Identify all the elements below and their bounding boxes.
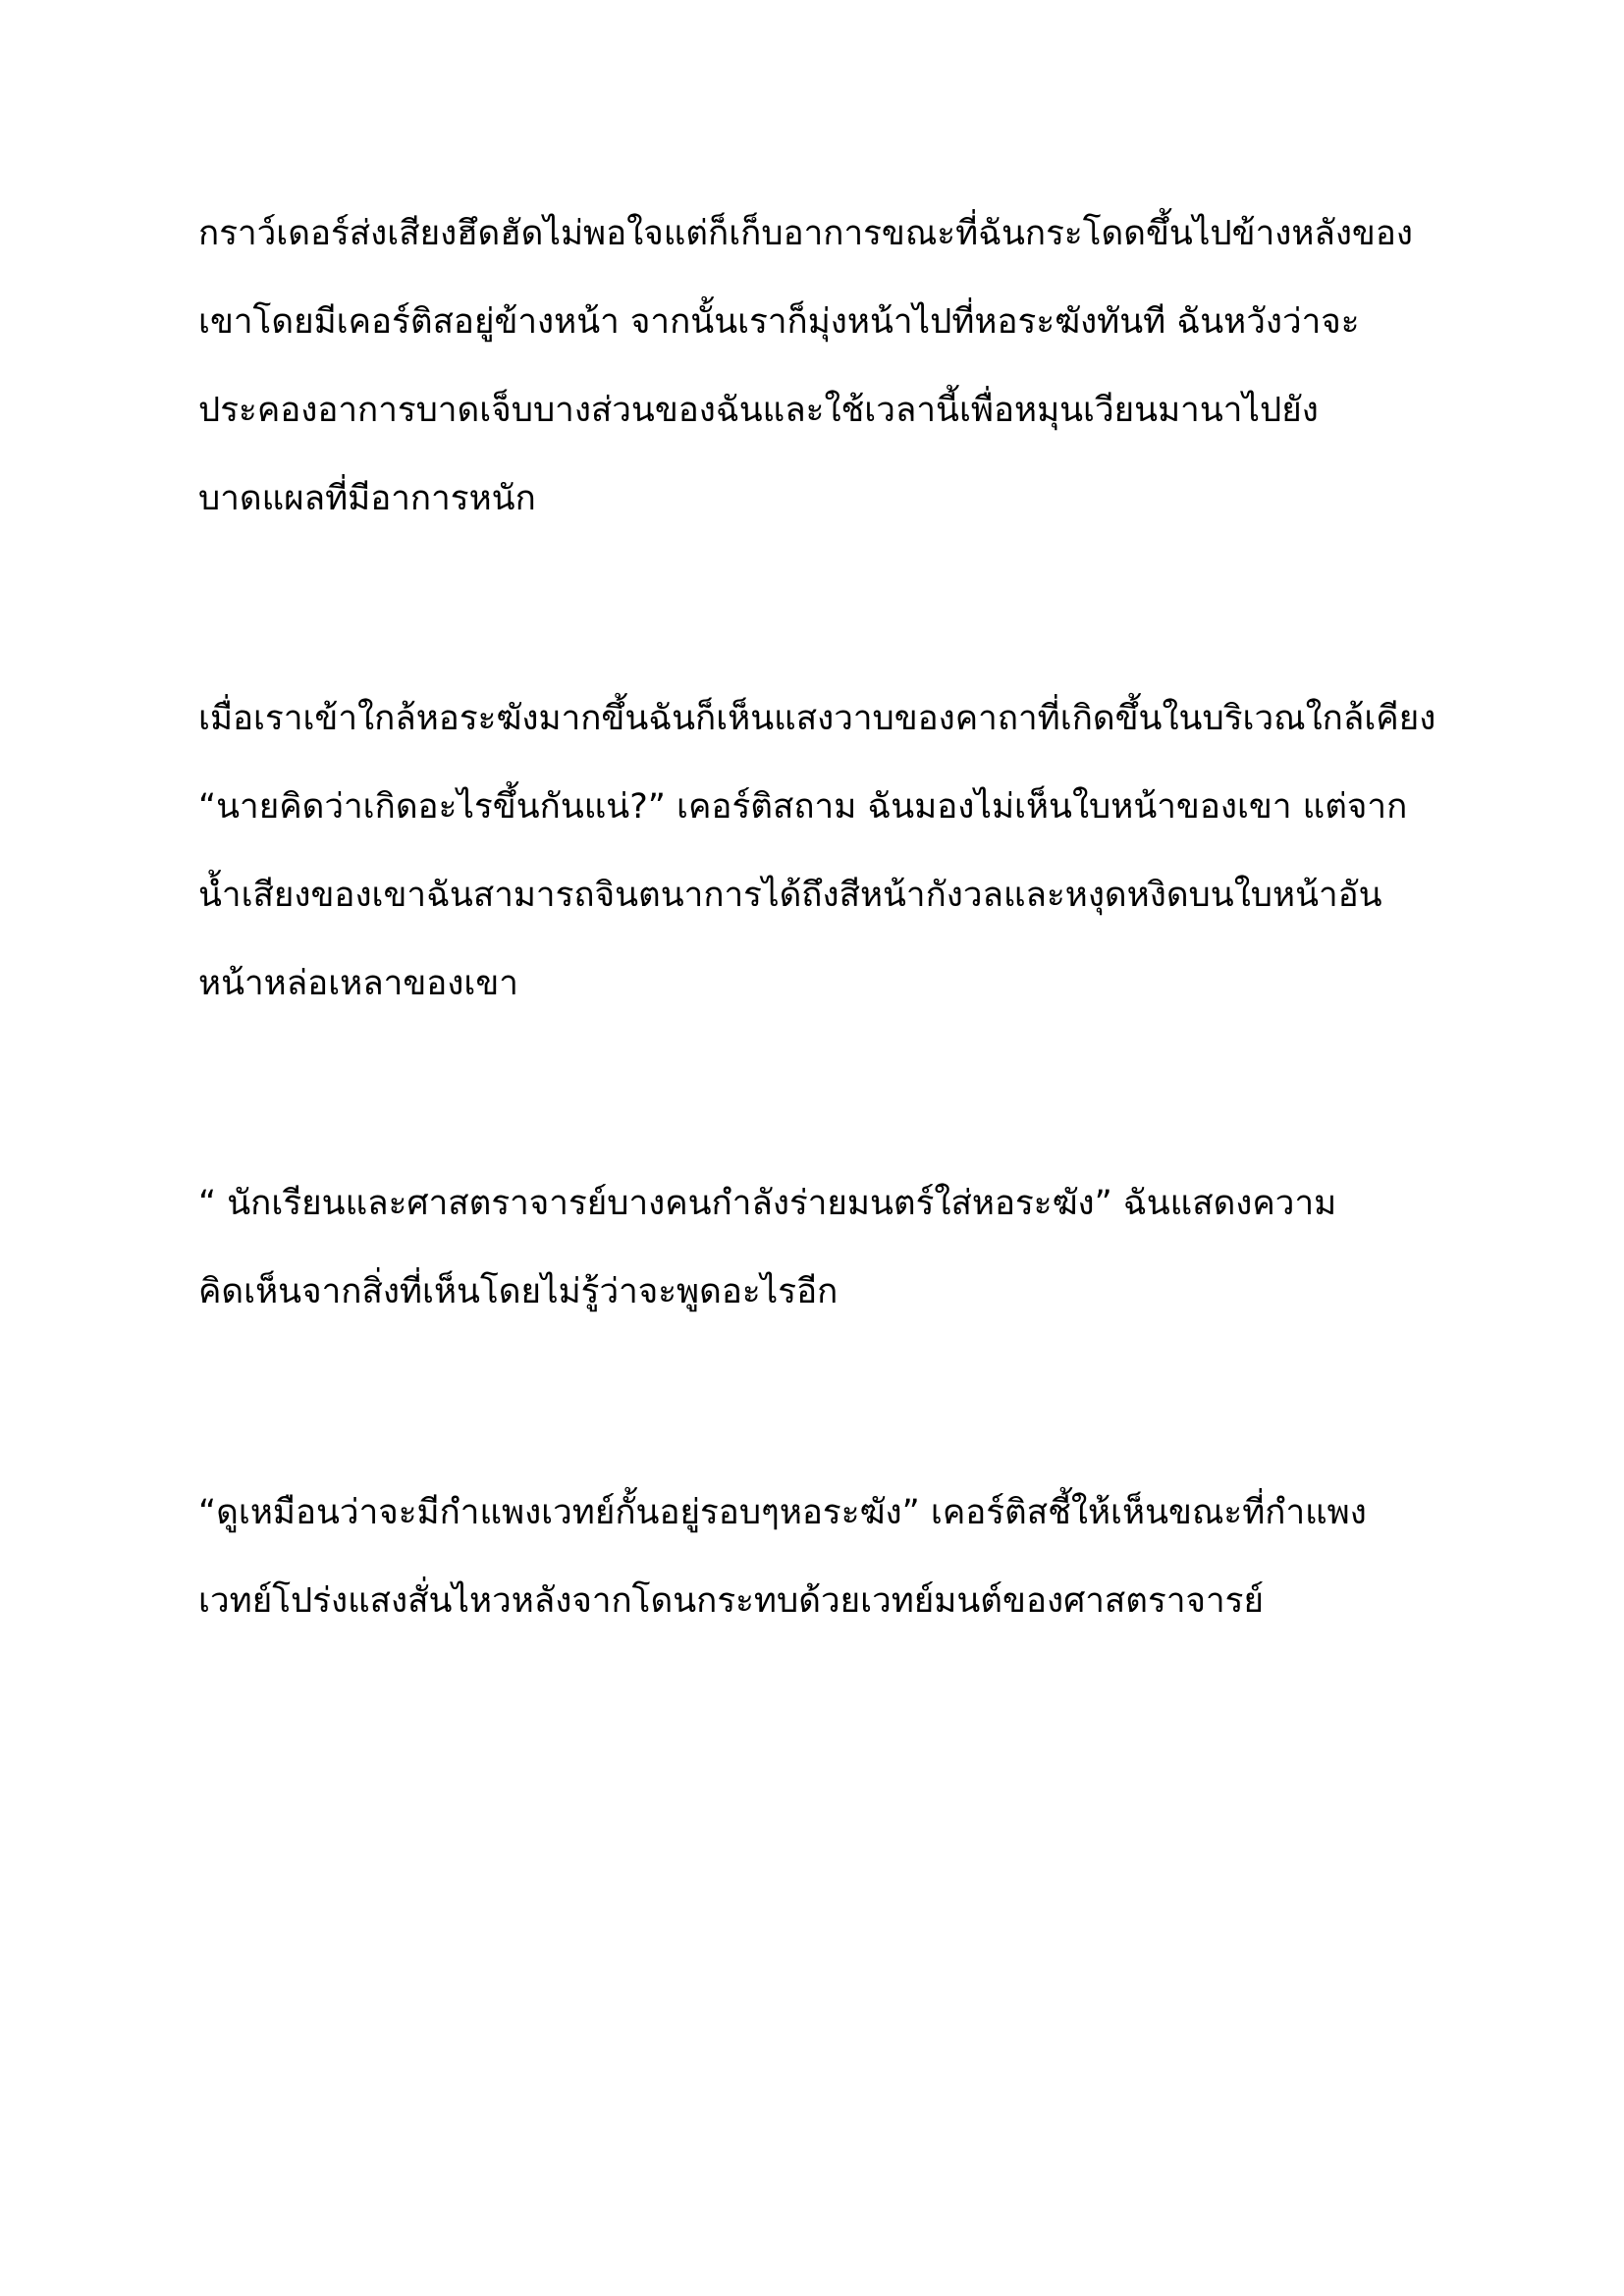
paragraph-2-line-2: “นายคิดว่าเกิดอะไรขึ้นกันแน่?” เคอร์ติสถาม ฉันมองไม่เห็นใบหน้าของเขา แต่จาก [198, 787, 1408, 827]
paragraph-3-line-1: “ นักเรียนและศาสตราจารย์บางคนกำลังร่ายมนตร์ใส่หอระฆัง” ฉันแสดงความ [198, 1184, 1337, 1223]
paragraph-4-line-2: เวทย์โปร่งแสงสั่นไหวหลังจากโดนกระทบด้วยเวทย์มนต์ของศาสตราจารย์ [198, 1581, 1264, 1621]
paragraph-1-line-3: ประคองอาการบาดเจ็บบางส่วนของฉันและใช้เวลานี้เพื่อหมุนเวียนมานาไปยัง [198, 391, 1319, 430]
paragraph-4-line-1: “ดูเหมือนว่าจะมีกำแพงเวทย์กั้นอยู่รอบๆหอระฆัง” เคอร์ติสชี้ให้เห็นขณะที่กำแพง [198, 1493, 1367, 1532]
paragraph-1-line-2: เขาโดยมีเคอร์ติสอยู่ข้างหน้า จากนั้นเราก็มุ่งหน้าไปที่หอระฆังทันที ฉันหวังว่าจะ [198, 302, 1360, 342]
paragraph-1-line-1: กราว์เดอร์ส่งเสียงฮึดฮัดไม่พอใจแต่ก็เก็บอาการขณะที่ฉันกระโดดขึ้นไปข้างหลังของ [198, 214, 1413, 253]
paragraph-2-line-3: น้ำเสียงของเขาฉันสามารถจินตนาการได้ถึงสีหน้ากังวลและหงุดหงิดบนใบหน้าอัน [198, 876, 1382, 915]
paragraph-1-line-4: บาดแผลที่มีอาการหนัก [198, 479, 536, 518]
paragraph-2-line-1: เมื่อเราเข้าใกล้หอระฆังมากขึ้นฉันก็เห็นแสงวาบของคาถาที่เกิดขึ้นในบริเวณใกล้เคียง [198, 699, 1436, 738]
paragraph-3-line-2: คิดเห็นจากสิ่งที่เห็นโดยไม่รู้ว่าจะพูดอะไรอีก [198, 1272, 839, 1311]
paragraph-2-line-4: หน้าหล่อเหลาของเขา [198, 964, 518, 1003]
